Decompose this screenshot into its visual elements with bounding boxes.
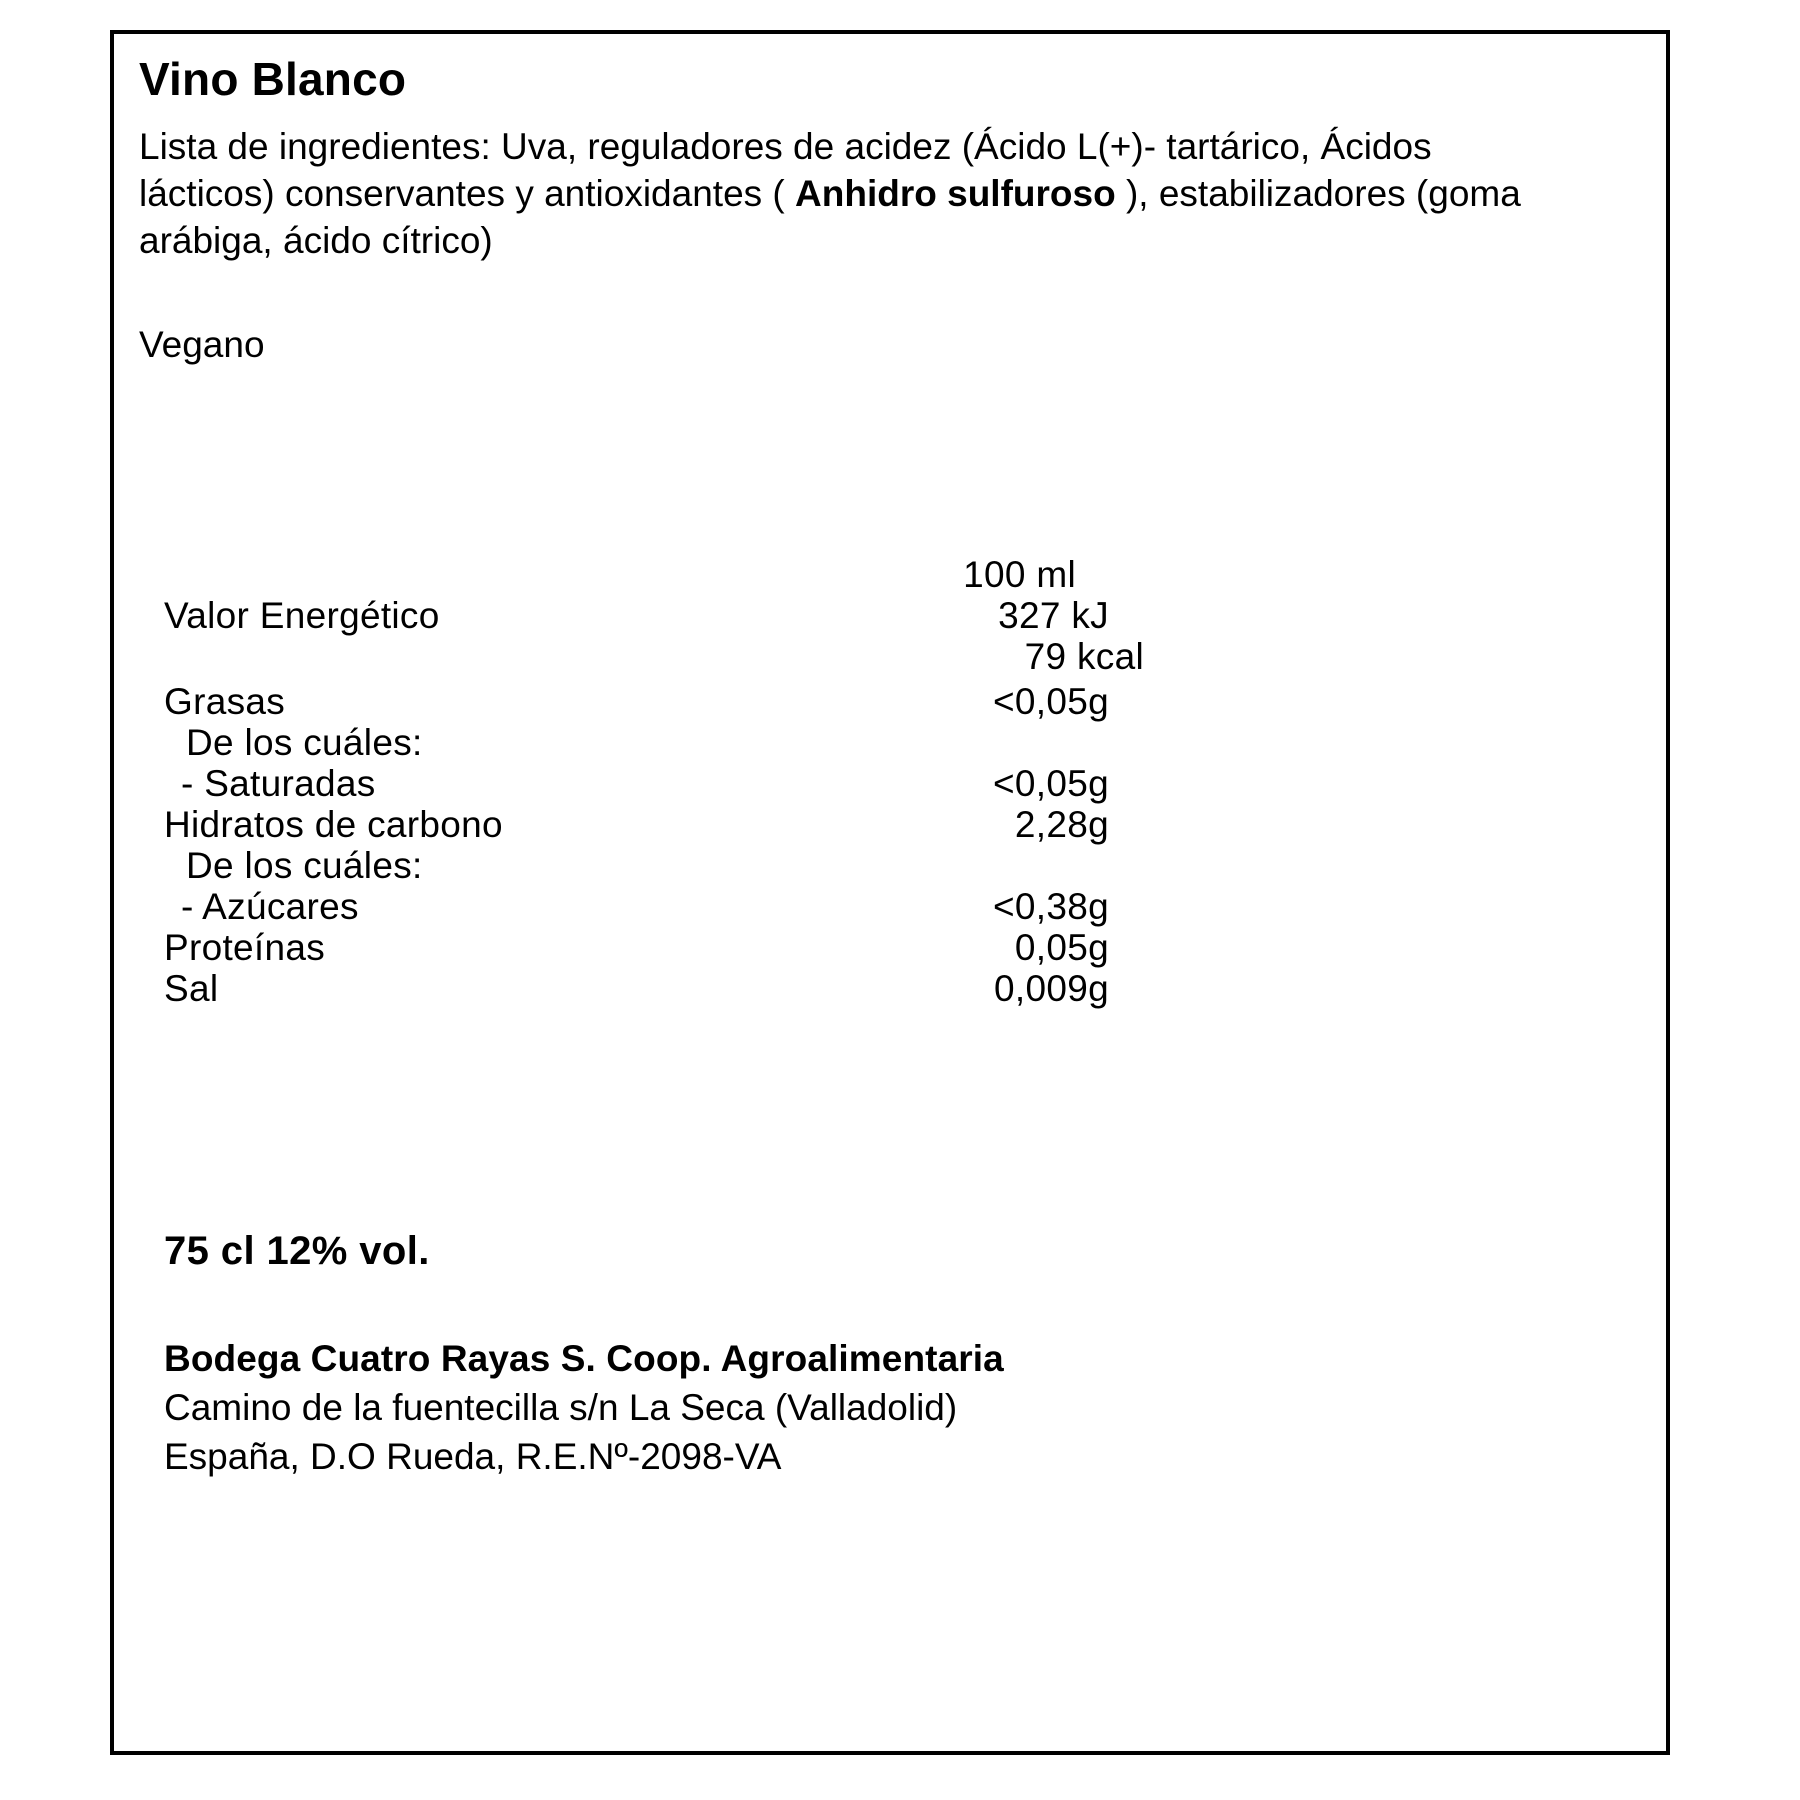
nutrition-value-protein: 0,05g	[1014, 927, 1109, 968]
nutrition-value-fat: <0,05g	[993, 681, 1109, 722]
nutrition-value-energy-kcal: 79 kcal	[1024, 636, 1144, 677]
nutrition-value-sugars: <0,38g	[993, 886, 1109, 927]
table-row	[164, 681, 1164, 722]
allergen-highlight-text: Anhidro sulfuroso	[795, 172, 1116, 214]
table-row	[164, 845, 1164, 886]
nutrition-label-protein: Proteínas	[164, 927, 326, 968]
nutrition-label-fat-ofwhich: De los cuáles:	[186, 722, 423, 763]
nutrition-label-carb-ofwhich: De los cuáles:	[186, 845, 423, 886]
ingredients-prefix-text: Lista de ingredientes: Uva, reguladores de acidez (Ácido L(+)- tartárico, Ácidos lácticos) conservantes y antioxidantes (	[139, 126, 1432, 214]
nutrition-label-saturates: - Saturadas	[181, 763, 376, 804]
nutrition-column-header: 100 ml	[963, 554, 1076, 595]
nutrition-table	[164, 554, 1164, 1009]
nutrition-label-fat: Grasas	[164, 681, 286, 722]
nutrition-label-sugars: - Azúcares	[181, 886, 359, 927]
label-content	[139, 44, 1648, 1741]
nutrition-label-carbohydrate: Hidratos de carbono	[164, 804, 503, 845]
producer-company-name: Bodega Cuatro Rayas S. Coop. Agroalimentaria	[164, 1338, 1004, 1379]
producer-region-registration: España, D.O Rueda, R.E.Nº-2098-VA	[164, 1436, 782, 1478]
table-row	[164, 763, 1164, 804]
page-title: Vino Blanco	[139, 53, 407, 105]
table-row	[164, 804, 1164, 845]
nutrition-value-saturates: <0,05g	[993, 763, 1109, 804]
table-row	[164, 886, 1164, 927]
label-border-frame	[110, 30, 1670, 1755]
nutrition-label-energy: Valor Energético	[164, 595, 440, 636]
ingredients-list	[139, 124, 1559, 265]
producer-block	[164, 1334, 1004, 1482]
table-row	[164, 968, 1164, 1009]
nutrition-value-energy-kj: 327 kJ	[998, 595, 1109, 636]
nutrition-value-salt: 0,009g	[994, 968, 1109, 1009]
ingredients-suffix-text: ), estabilizadores (goma arábiga, ácido cítrico)	[139, 172, 1521, 261]
table-row	[164, 927, 1164, 968]
vegan-claim: Vegano	[139, 323, 265, 365]
producer-address: Camino de la fuentecilla s/n La Seca (Valladolid)	[164, 1387, 958, 1429]
nutrition-value-carbohydrate: 2,28g	[1014, 804, 1109, 845]
volume-and-abv: 75 cl 12% vol.	[164, 1229, 430, 1273]
nutrition-label-salt: Sal	[164, 968, 219, 1009]
nutrition-column-header-row	[164, 554, 1164, 595]
table-row	[164, 595, 1164, 636]
table-row	[164, 722, 1164, 763]
table-row	[164, 636, 1164, 677]
